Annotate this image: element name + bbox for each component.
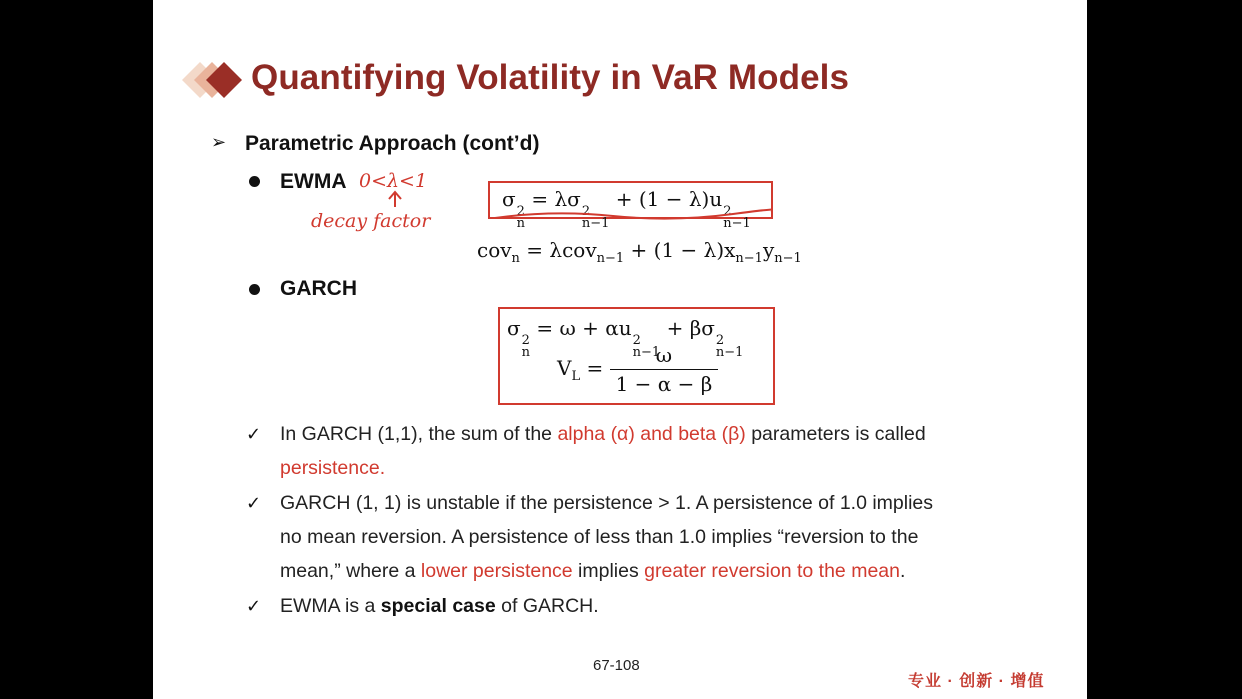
ewma-variance-equation: σ 2 n = λσ 2 n−1 + (1 − λ)u 2 n−1 [502, 187, 751, 231]
checkmark-icon: ✓ [246, 493, 262, 513]
handwritten-underline [493, 208, 773, 228]
ewma-covariance-equation: $cov_n = \lambda cov_{n-1} + (1 - \lambda)x_{n-1}y_{n-1}$ [477, 238, 802, 266]
garch-variance-equation: σ 2 n = ω + αu 2 n−1 + βσ 2 n−1 [507, 316, 744, 360]
filled-circle-icon [249, 284, 260, 295]
bullet-persistence: In GARCH (1,1), the sum of the alpha (α) and beta (β) parameters is called persistence. [280, 423, 926, 479]
page-title: Quantifying Volatility in VaR Models [251, 58, 850, 97]
slide [153, 0, 1087, 699]
bullet-stability: GARCH (1, 1) is unstable if the persistence > 1. A persistence of 1.0 implies no mean reversion. A persistence of less than 1.0 implies “reversion to the mean,” where a lower persistence implies greater reversion to the mean. [280, 492, 934, 582]
checkmark-icon: ✓ [246, 424, 262, 444]
checkmark-icon: ✓ [246, 596, 262, 616]
bullet-special-case: EWMA is a special case of GARCH. [280, 595, 599, 617]
arrowhead-icon: ➢ [211, 132, 227, 152]
handwriting-note: decay factor [311, 210, 431, 232]
handwriting-range: 0<λ<1 [359, 170, 428, 192]
ewma-label: EWMA [280, 170, 347, 193]
diamond-logo-icon [180, 58, 250, 102]
page-number: 67-108 [593, 657, 640, 674]
garch-long-run-variance-equation: $V_L$ = $\frac{\omega}{1 - \alpha - \beta}$ [557, 343, 718, 396]
brand-slogan: 专业 · 创新 · 增值 [908, 673, 1045, 690]
handwritten-annotation [303, 165, 453, 247]
filled-circle-icon [249, 176, 260, 187]
section-heading: Parametric Approach (cont’d) [245, 132, 540, 155]
garch-label: GARCH [280, 277, 357, 300]
